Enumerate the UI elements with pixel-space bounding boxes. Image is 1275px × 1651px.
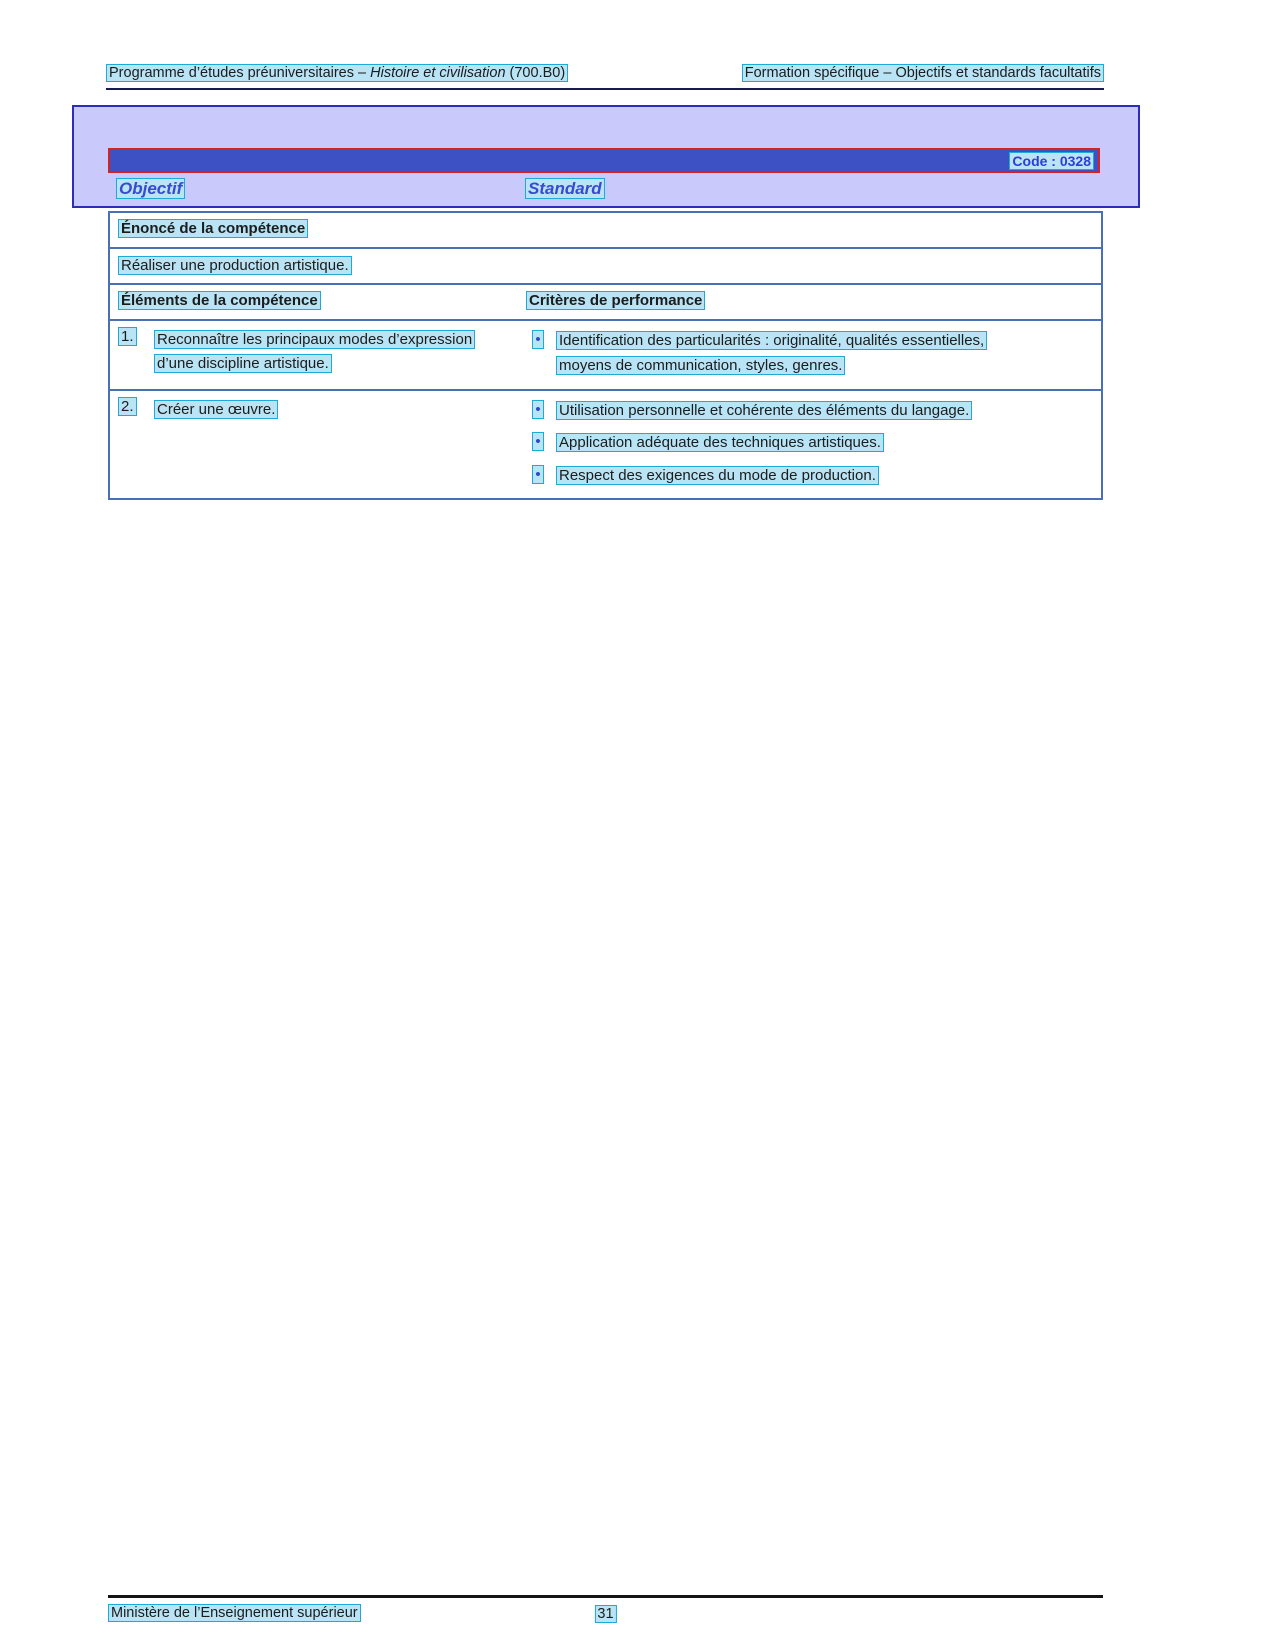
element-text: Créer une œuvre. (154, 398, 512, 489)
criteria-cell (520, 398, 1101, 489)
criteria-text: Identification des particularités : originalité, qualités essentielles, moyens de communication, styles, genres. (556, 328, 1089, 379)
criteria-text: Utilisation personnelle et cohérente des éléments du langage. (556, 398, 1089, 424)
criteria-item (520, 398, 1089, 424)
bullet-icon: • (520, 398, 556, 424)
competence-table-header: Énoncé de la compétence (110, 213, 1101, 249)
col1-header: Éléments de la compétence (110, 290, 520, 313)
element-cell (110, 398, 520, 489)
competence-statement: Réaliser une production artistique. (110, 249, 1101, 286)
criteria-item (520, 463, 1089, 489)
bullet-icon: • (520, 463, 556, 489)
ministry-label: Ministère de l’Enseignement supérieur (108, 1604, 361, 1622)
element-cell (110, 328, 520, 379)
page-header (106, 64, 1104, 90)
bullet-icon: • (520, 430, 556, 456)
objective-banner (72, 105, 1140, 208)
header-right: Formation spécifique – Objectifs et standards facultatifs (742, 64, 1104, 82)
criteria-cell (520, 328, 1101, 379)
criteria-table-header-row (110, 285, 1101, 321)
criteria-table (108, 283, 1103, 500)
element-text: Reconnaître les principaux modes d’expression d’une discipline artistique. (154, 328, 512, 379)
header-left (106, 64, 568, 82)
objectif-heading: Objectif (116, 179, 185, 199)
criteria-item (520, 430, 1089, 456)
competence-table (108, 211, 1103, 287)
element-number: 1. (118, 328, 154, 379)
bullet-icon: • (520, 328, 556, 379)
header-left-program-title: Histoire et civilisation (370, 65, 506, 81)
header-left-prefix: Programme d’études préuniversitaires – (109, 65, 371, 81)
code-bar (108, 148, 1100, 173)
page-number: 31 (594, 1605, 616, 1623)
col2-header: Critères de performance (520, 290, 1101, 313)
element-number: 2. (118, 398, 154, 489)
criteria-text: Application adéquate des techniques artistiques. (556, 430, 1089, 456)
header-left-suffix: (700.B0) (505, 65, 566, 81)
criteria-item (520, 328, 1089, 379)
table-row (110, 389, 1101, 499)
table-row (110, 321, 1101, 389)
standard-heading: Standard (525, 179, 605, 199)
criteria-text: Respect des exigences du mode de production. (556, 463, 1089, 489)
code-label: Code : 0328 (1009, 152, 1094, 170)
page-footer (108, 1595, 1103, 1621)
